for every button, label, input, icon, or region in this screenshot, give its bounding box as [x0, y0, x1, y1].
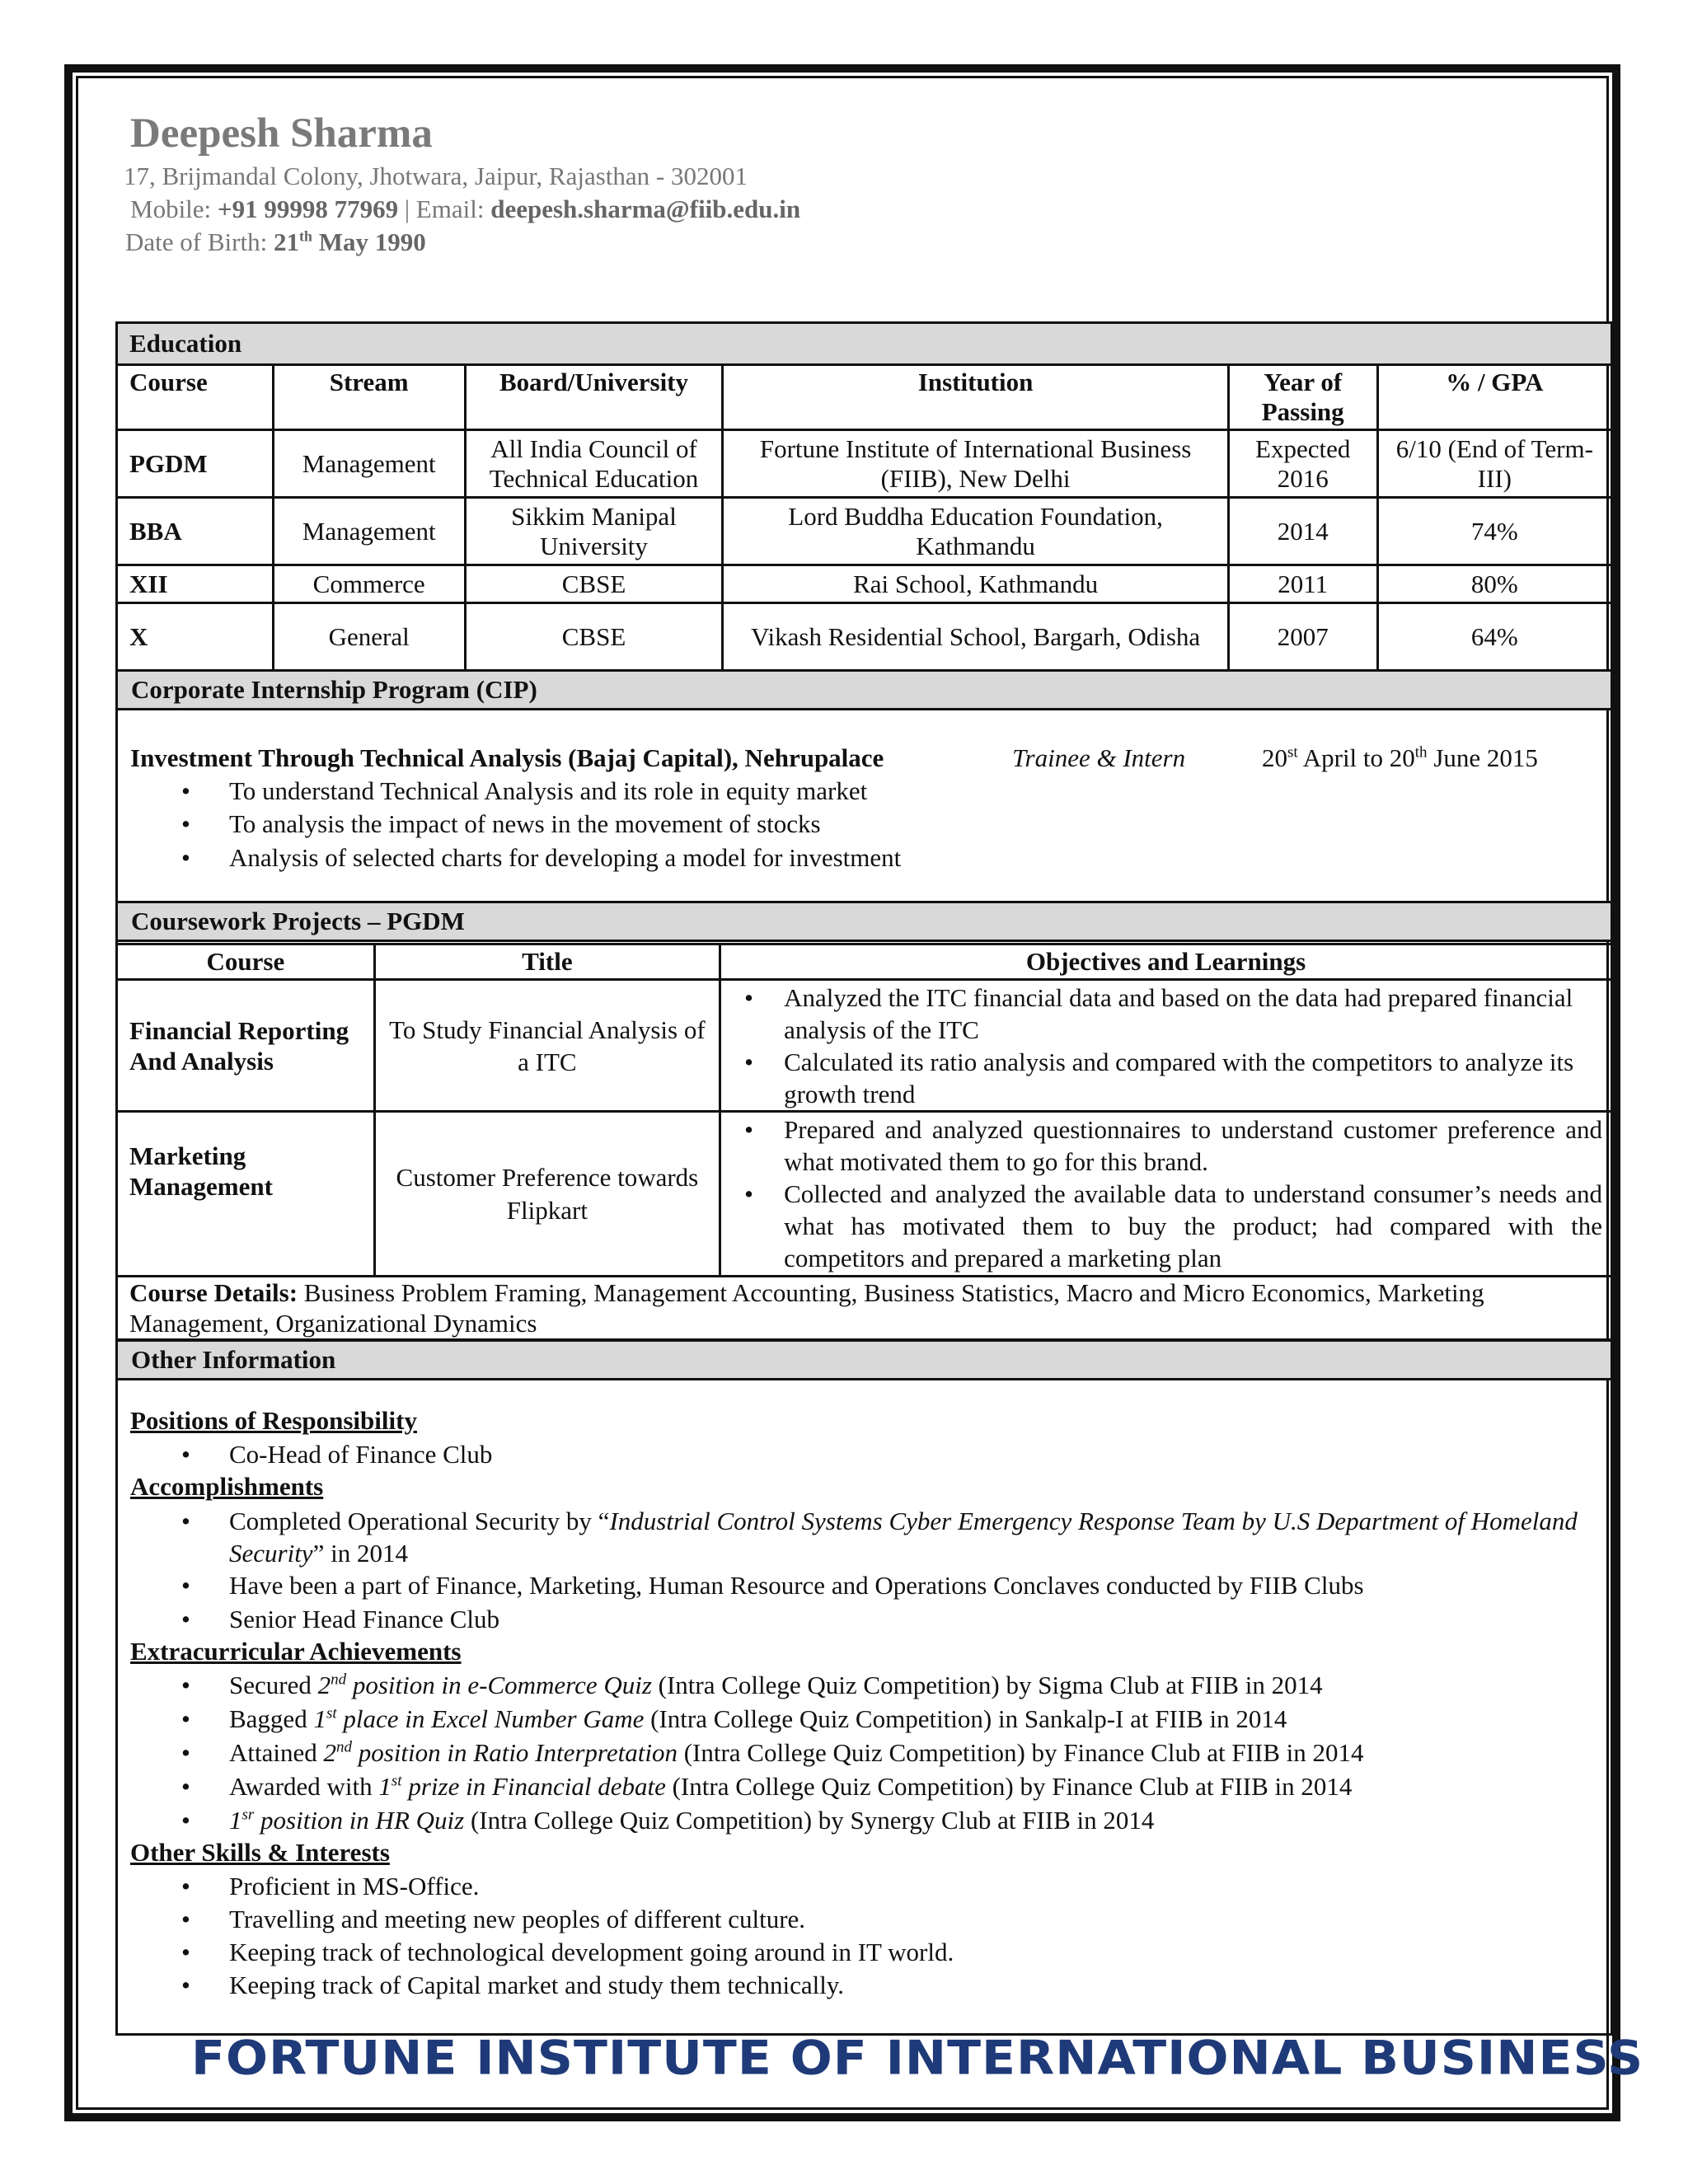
edu-header-year: Year of Passing [1228, 365, 1377, 430]
edu-course: X [117, 603, 274, 671]
extra-sup: st [326, 1704, 337, 1722]
education-table [115, 321, 1613, 672]
list-item: • Analyzed the ITC financial data and based on the data had prepared financial analysis of the ITC [784, 982, 1602, 1046]
proj-header-objectives: Objectives and Learnings [720, 944, 1612, 980]
edu-institution: Vikash Residential School, Bargarh, Odisha [723, 603, 1228, 671]
address: 17, Brijmandal Colony, Jhotwara, Jaipur, Rajasthan - 302001 [124, 162, 748, 190]
cip-date-mid: April to 20 [1297, 743, 1415, 772]
table-row [117, 498, 1612, 565]
list-item [229, 1671, 1323, 1700]
proj-title: Customer Preference towards Flipkart [374, 1112, 720, 1277]
course-details-text: Business Problem Framing, Management Accounting, Business Statistics, Macro and Micro Economics, Marketing Management, Organizational Dynamics [129, 1278, 1484, 1338]
contact-line [130, 194, 800, 224]
edu-header-board: Board/University [465, 365, 723, 430]
edu-gpa: 74% [1377, 498, 1611, 565]
proj-objectives [720, 980, 1612, 1112]
education-section-title: Education [117, 323, 1612, 365]
edu-year: 2011 [1228, 565, 1377, 603]
edu-gpa: 6/10 (End of Term-III) [1377, 430, 1611, 498]
edu-year: 2014 [1228, 498, 1377, 565]
proj-header-course: Course [117, 944, 375, 980]
positions-heading: Positions of Responsibility [130, 1406, 417, 1435]
edu-stream: Commerce [273, 565, 465, 603]
extra-num: 1 [378, 1772, 392, 1801]
cip-dates [1262, 743, 1538, 773]
extra-pre: Awarded with [229, 1772, 379, 1801]
proj-course: Financial Reporting And Analysis [117, 980, 375, 1112]
extracurricular-heading: Extracurricular Achievements [130, 1637, 462, 1666]
projects-section-title: Coursework Projects – PGDM [115, 901, 1613, 942]
proj-objectives [720, 1112, 1612, 1277]
extra-pre: Secured [229, 1671, 318, 1699]
extra-pre: Attained [229, 1738, 324, 1767]
list-item [229, 1505, 1581, 1569]
extra-sup: sr [241, 1806, 255, 1824]
list-item: • Co-Head of Finance Club [229, 1440, 492, 1469]
cip-date-start-day: 20 [1262, 743, 1287, 772]
extra-italic: position in Ratio Interpretation [352, 1738, 678, 1767]
list-item: • Collected and analyzed the available data to understand consumer’s needs and what has motivated them to buy the product; had compared with the competitors and prepared a marketing plan [784, 1178, 1602, 1274]
dob-day: 21 [273, 227, 299, 256]
extra-post: (Intra College Quiz Competition) by Finance Club at FIIB in 2014 [665, 1772, 1353, 1801]
list-item [229, 1738, 1364, 1768]
list-item: • Proficient in MS-Office. [229, 1872, 479, 1901]
edu-board: CBSE [465, 603, 723, 671]
accomplishments-heading: Accomplishments [130, 1472, 324, 1501]
mobile-label: Mobile: [130, 194, 218, 223]
extra-post: (Intra College Quiz Competition) by Sigma Club at FIIB in 2014 [651, 1671, 1323, 1699]
extra-sup: nd [336, 1738, 352, 1756]
list-item: • Have been a part of Finance, Marketing, Human Resource and Operations Conclaves conducted by FIIB Clubs [229, 1571, 1364, 1601]
course-details-label: Course Details: [129, 1278, 298, 1307]
list-item: • Analysis of selected charts for developing a model for investment [229, 843, 901, 873]
list-item: • Prepared and analyzed questionnaires to understand customer preference and what motivated them to go for this brand. [784, 1113, 1602, 1178]
date-of-birth [125, 227, 426, 257]
table-row [117, 430, 1612, 498]
edu-gpa: 64% [1377, 603, 1611, 671]
email-address: deepesh.sharma@fiib.edu.in [490, 194, 801, 223]
dob-month-year: May 1990 [312, 227, 426, 256]
edu-course: PGDM [117, 430, 274, 498]
projects-table [115, 943, 1613, 1341]
edu-stream: Management [273, 498, 465, 565]
institute-logo-banner: FORTUNE INSTITUTE OF INTERNATIONAL BUSINESS [191, 2031, 1644, 2086]
extra-italic: prize in Financial debate [401, 1772, 666, 1801]
email-separator: | Email: [398, 194, 491, 223]
extra-pre: Bagged [229, 1704, 314, 1733]
edu-header-course: Course [117, 365, 274, 430]
acc1-text-b: ” in 2014 [312, 1539, 408, 1568]
cip-role: Trainee & Intern [1012, 743, 1186, 772]
edu-course: BBA [117, 498, 274, 565]
proj-header-title: Title [374, 944, 720, 980]
list-item: • To understand Technical Analysis and its role in equity market [229, 776, 867, 806]
list-item [229, 1704, 1287, 1734]
extra-italic: position in HR Quiz [254, 1806, 465, 1835]
acc1-text-a: Completed Operational Security by “ [229, 1507, 610, 1535]
cip-date-end-suffix: th [1414, 743, 1428, 762]
cip-date-start-suffix: st [1287, 743, 1298, 762]
dob-suffix: th [298, 227, 312, 245]
extra-num: 1 [229, 1806, 242, 1835]
edu-year: 2007 [1228, 603, 1377, 671]
edu-gpa: 80% [1377, 565, 1611, 603]
edu-institution: Fortune Institute of International Business (FIIB), New Delhi [723, 430, 1228, 498]
table-row [117, 980, 1612, 1112]
edu-header-gpa: % / GPA [1377, 365, 1611, 430]
table-row [117, 1277, 1612, 1340]
proj-title: To Study Financial Analysis of a ITC [374, 980, 720, 1112]
edu-header-stream: Stream [273, 365, 465, 430]
edu-institution: Rai School, Kathmandu [723, 565, 1228, 603]
edu-board: Sikkim Manipal University [465, 498, 723, 565]
extra-num: 2 [317, 1671, 331, 1699]
list-item [229, 1772, 1352, 1802]
extra-sup: nd [331, 1671, 347, 1689]
mobile-number: +91 99998 77969 [217, 194, 399, 223]
list-item: • Senior Head Finance Club [229, 1605, 499, 1634]
edu-stream: Management [273, 430, 465, 498]
course-details [117, 1277, 1612, 1340]
list-item [229, 1806, 1154, 1835]
edu-course: XII [117, 565, 274, 603]
cip-title: Investment Through Technical Analysis (Bajaj Capital), Nehrupalace [130, 743, 884, 772]
extra-italic: place in Excel Number Game [336, 1704, 645, 1733]
extra-post: (Intra College Quiz Competition) by Finance Club at FIIB in 2014 [677, 1738, 1364, 1767]
table-row [117, 565, 1612, 603]
extra-post: (Intra College Quiz Competition) by Synergy Club at FIIB in 2014 [464, 1806, 1155, 1835]
extra-italic: position in e-Commerce Quiz [346, 1671, 652, 1699]
cip-date-end: June 2015 [1427, 743, 1538, 772]
edu-stream: General [273, 603, 465, 671]
edu-board: CBSE [465, 565, 723, 603]
skills-heading: Other Skills & Interests [130, 1838, 390, 1867]
list-item: • Travelling and meeting new peoples of different culture. [229, 1905, 805, 1934]
edu-header-institution: Institution [723, 365, 1228, 430]
candidate-name: Deepesh Sharma [130, 110, 433, 157]
list-item: • Keeping track of Capital market and study them technically. [229, 1971, 844, 2000]
extra-post: (Intra College Quiz Competition) in Sankalp-I at FIIB in 2014 [644, 1704, 1287, 1733]
other-section-title: Other Information [115, 1339, 1613, 1380]
edu-institution: Lord Buddha Education Foundation, Kathmandu [723, 498, 1228, 565]
table-row [117, 603, 1612, 671]
edu-year: Expected 2016 [1228, 430, 1377, 498]
extra-num: 1 [313, 1704, 326, 1733]
list-item: • Calculated its ratio analysis and compared with the competitors to analyze its growth trend [784, 1046, 1602, 1110]
acc1-text-italic: Industrial Control Systems Cyber Emergency Response Team by U.S Department of Homeland Security [229, 1507, 1578, 1568]
proj-course: Marketing Management [117, 1112, 375, 1277]
table-row [117, 1112, 1612, 1277]
edu-board: All India Council of Technical Education [465, 430, 723, 498]
extra-num: 2 [323, 1738, 336, 1767]
dob-label: Date of Birth: [125, 227, 274, 256]
extra-sup: st [391, 1772, 402, 1790]
list-item: • To analysis the impact of news in the movement of stocks [229, 809, 821, 839]
cip-section-title: Corporate Internship Program (CIP) [115, 669, 1613, 710]
list-item: • Keeping track of technological development going around in IT world. [229, 1938, 954, 1967]
